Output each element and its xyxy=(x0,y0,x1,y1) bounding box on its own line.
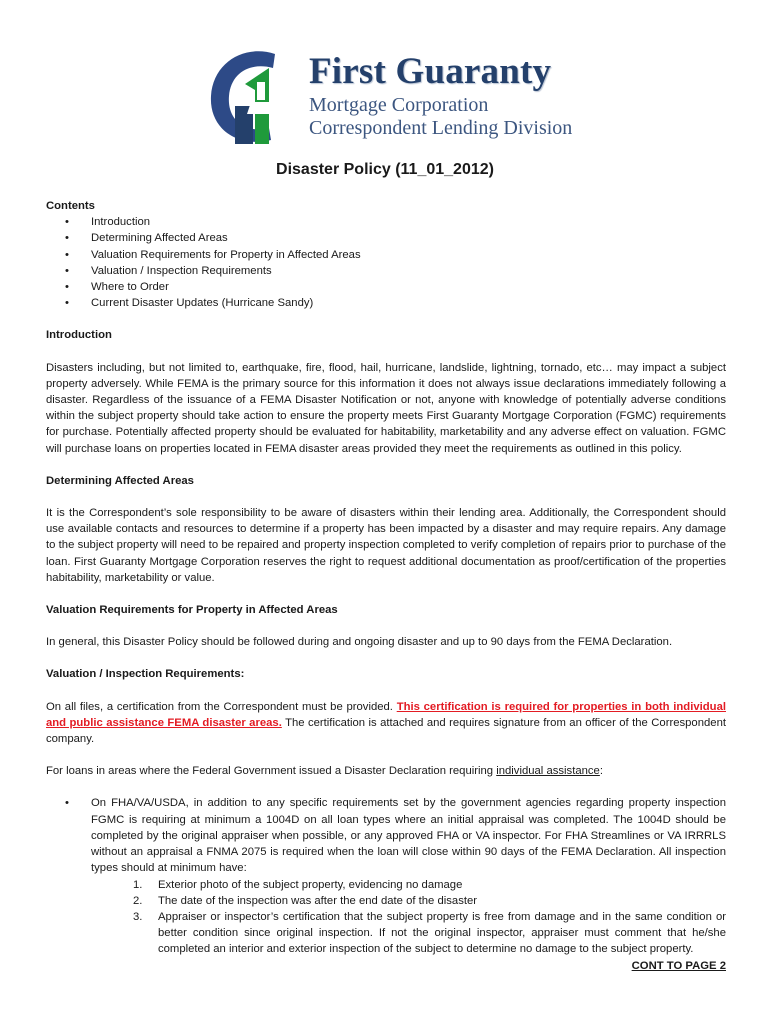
fha-va-usda-bullet xyxy=(46,795,726,876)
logo-division: Correspondent Lending Division xyxy=(309,117,573,139)
continue-to-page-2: CONT TO PAGE 2 xyxy=(631,959,726,972)
fg-logo-icon xyxy=(205,44,305,149)
affected-areas-body: It is the Correspondent’s sole responsibility to be aware of disasters within their lending area. Additionally, the Correspondent should use available contacts and resources to determine if a property has been impacted by a disaster and may require repairs. Any damage to the subject property will need to be repaired and property inspection completed to verify completion of repairs prior to purchase of the loan. First Guaranty Mortgage Corporation reserves the right to request additional documentation as proof/certification of the properties habitability, marketability or value. xyxy=(46,507,726,584)
document-body xyxy=(46,198,726,974)
contents-item: • Valuation Requirements for Property in Affected Areas xyxy=(46,247,726,263)
inspection-step xyxy=(46,877,726,893)
inspection-step xyxy=(46,909,726,958)
introduction-heading: Introduction xyxy=(46,329,112,342)
affected-areas-heading: Determining Affected Areas xyxy=(46,474,194,487)
valuation-body: In general, this Disaster Policy should be followed during and ongoing disaster and up to 90 days from the FEMA Declaration. xyxy=(46,636,673,649)
individual-assistance-colon: : xyxy=(599,765,603,778)
inspection-step xyxy=(46,893,726,909)
valuation-heading: Valuation Requirements for Property in Affected Areas xyxy=(46,604,338,617)
inspection-certification-paragraph xyxy=(46,699,726,748)
step-number: 1. xyxy=(133,878,143,891)
contents-item: • Valuation / Inspection Requirements xyxy=(46,263,726,279)
individual-assistance-underline: individual assistance xyxy=(496,765,600,778)
inspection-bullet-list xyxy=(46,795,726,876)
certification-text: On all files, a certification from the Correspondent must be provided. xyxy=(46,700,397,713)
contents-item: • Where to Order xyxy=(46,279,726,295)
contents-item: • Determining Affected Areas xyxy=(46,230,726,246)
individual-assistance-text: For loans in areas where the Federal Government issued a Disaster Declaration requiring xyxy=(46,765,497,778)
contents-heading: Contents xyxy=(46,200,95,212)
logo-subtitle: Mortgage Corporation xyxy=(309,94,489,116)
introduction-body: Disasters including, but not limited to, earthquake, fire, flood, hail, hurricane, landslide, lightning, tornado, etc… may impact a subject property adversely. While FEMA is the primary source for this information it does not always issue declarations immediately following a disaster. Regardless of the issuance of a FEMA Disaster Notification or not, anyone with knowledge of potentially adverse conditions within the subject property should take action to ensure the property meets First Guaranty Mortgage Corporation (FGMC) requirements for purchase. Potentially affected property should be evaluated for habitability, marketability and any adverse effect on valuation. FGMC will purchase loans on properties located in FEMA disaster areas provided they meet the requirements as outlined in this policy. xyxy=(46,361,726,455)
document-title: Disaster Policy (11_01_2012) xyxy=(276,161,494,178)
company-logo xyxy=(205,44,573,149)
step-text: The date of the inspection was after the end date of the disaster xyxy=(158,894,478,907)
step-number: 3. xyxy=(133,910,143,923)
individual-assistance-paragraph xyxy=(46,763,726,779)
logo-company-name: First Guaranty xyxy=(309,51,552,92)
bullet-text: On FHA/VA/USDA, in addition to any specific requirements set by the government agencies regarding property inspection FGMC is requiring at minimum a 1004D on all loan types where an initial appraisal was completed. The 1004D should be completed by the original appraiser when possible, or any approved FHA or VA inspector. For FHA Streamlines or VA IRRRLS without an appraisal a FNMA 2075 is required when the loan will close within 90 days of the FEMA Declaration. All inspection types should at minimum have: xyxy=(91,797,726,875)
contents-item: • Current Disaster Updates (Hurricane Sandy) xyxy=(46,295,726,311)
inspection-heading: Valuation / Inspection Requirements: xyxy=(46,668,245,681)
contents-item: • Introduction xyxy=(46,214,726,230)
step-text: Appraiser or inspector’s certification that the subject property is free from damage and in the same condition or better condition since original inspection. If not the original inspector, appraiser must comment that he/she completed an interior and exterior inspection of the subject to determine no damage to the subject property. xyxy=(158,910,726,956)
step-text: Exterior photo of the subject property, evidencing no damage xyxy=(158,878,463,891)
contents-list xyxy=(46,214,726,311)
inspection-steps xyxy=(46,877,726,958)
certification-requirement-highlight: This certification is required for properties in both individual and public assistance FEMA disaster areas. xyxy=(46,700,726,729)
certification-text-end: The certification is attached and requires signature from an officer of the Correspondent company. xyxy=(46,716,726,746)
step-number: 2. xyxy=(133,894,143,907)
